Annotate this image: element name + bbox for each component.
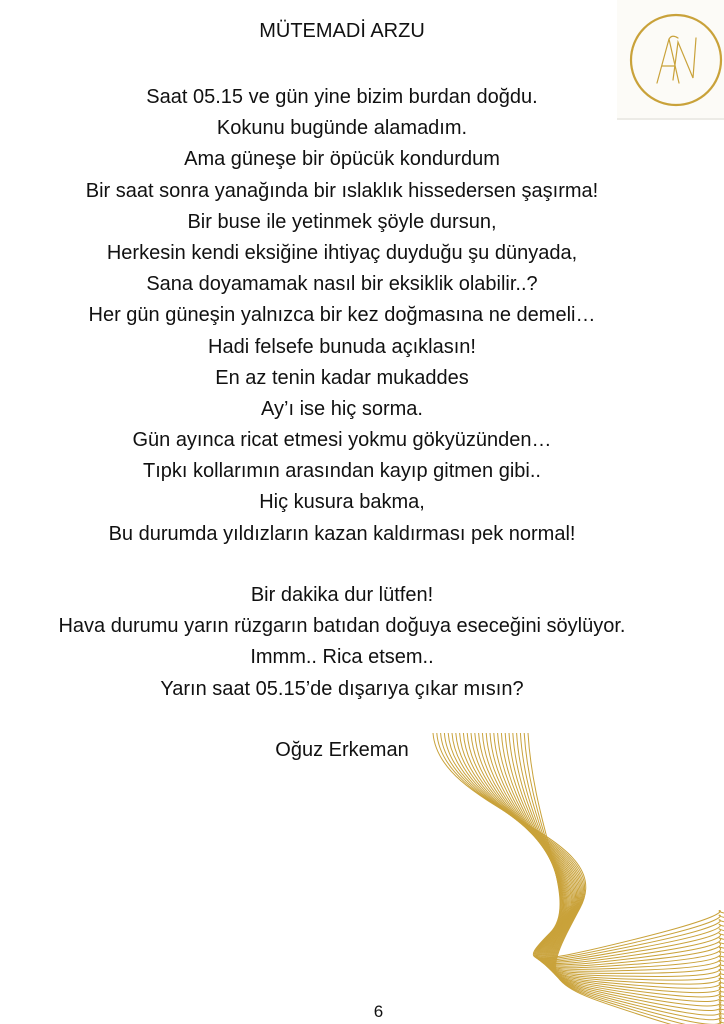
poem-line: Sana doyamamak nasıl bir eksiklik olabilir..? — [146, 273, 538, 296]
poem-line: Bir dakika dur lütfen! — [250, 584, 434, 606]
wave-line — [463, 733, 724, 997]
poem-line: Saat 05.15 ve gün yine bizim burdan doğdu. — [146, 86, 538, 108]
poem-line: Yarın saat 05.15’de dışarıya çıkar mısın? — [160, 677, 524, 700]
wave-line — [471, 733, 724, 988]
wave-line — [479, 733, 724, 980]
poem-line: Bir saat sonra yanağında bir ıslaklık hissedersen şaşırma! — [85, 179, 599, 202]
poem-line: Her gün güneşin yalnızca bir kez doğmasına ne demeli… — [88, 304, 596, 327]
poem-line: En az tenin kadar mukaddes — [215, 366, 469, 389]
poem-title: MÜTEMADİ ARZU — [259, 20, 425, 42]
poem-line: Hadi felsefe bunuda açıklasın! — [208, 335, 476, 358]
wave-line — [509, 733, 724, 964]
poem-line: Tıpkı kollarımın arasından kayıp gitmen gibi.. — [143, 460, 541, 483]
poem-line: Ama güneşe bir öpücük kondurdum — [184, 148, 500, 171]
poem-line: Herkesin kendi eksiğine ihtiyaç duyduğu şu dünyada, — [106, 241, 578, 264]
logo-monogram-text: AN — [617, 0, 619, 1]
poem-line: Ay’ı ise hiç sorma. — [261, 397, 423, 420]
wave-line — [505, 733, 724, 965]
poem-line: Immm.. Rica etsem.. — [250, 646, 434, 669]
stanza-2 — [0, 580, 684, 705]
wave-line — [482, 733, 724, 976]
poem-line: Kokunu bugünde alamadım. — [216, 117, 468, 140]
poem-line: Hiç kusura bakma, — [259, 491, 425, 514]
poem-line: Bu durumda yıldızların kazan kaldırması pek normal! — [108, 522, 576, 545]
poem-line: Hava durumu yarın rüzgarın batıdan doğuya eseceğini söylüyor. — [58, 615, 626, 638]
author-name: Oğuz Erkeman — [275, 739, 409, 761]
poem-line: Gün ayınca ricat etmesi yokmu gökyüzünden… — [132, 429, 552, 452]
gold-wave-lines-icon — [430, 733, 724, 1024]
poem-line: Bir buse ile yetinmek şöyle dursun, — [187, 210, 497, 233]
stanza-1 — [0, 82, 684, 550]
wave-line — [501, 733, 724, 966]
page-number: 6 — [373, 1002, 384, 1021]
